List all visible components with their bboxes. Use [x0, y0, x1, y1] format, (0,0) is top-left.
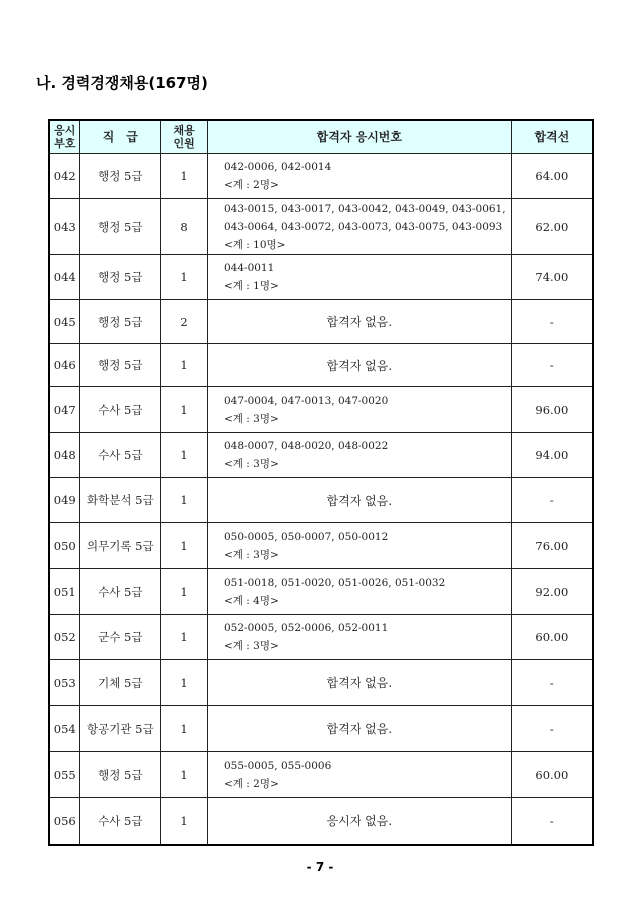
section-title: 나. 경력경쟁채용(167명) — [36, 74, 208, 92]
job-grade: 행정 5급 — [80, 255, 161, 300]
hire-count: 1 — [161, 255, 208, 300]
header-count: 채용 인원 — [161, 120, 208, 154]
cutoff-score: - — [511, 706, 593, 752]
cutoff-score: - — [511, 660, 593, 706]
passer-total: <계 : 3명> — [223, 458, 279, 470]
job-grade: 수사 5급 — [80, 569, 161, 615]
passer-numbers — [207, 569, 511, 615]
no-passers-note: 응시자 없음. — [207, 798, 511, 845]
passer-numbers — [207, 199, 511, 255]
hire-count: 1 — [161, 154, 208, 199]
hire-count: 1 — [161, 660, 208, 706]
passer-total: <계 : 10명> — [223, 238, 286, 251]
passer-total: <계 : 2명> — [223, 179, 279, 191]
passer-number-line: 052-0005, 052-0006, 052-0011 — [223, 622, 389, 634]
cutoff-score: 62.00 — [511, 199, 593, 255]
cutoff-score: - — [511, 344, 593, 387]
passer-number-line: 043-0064, 043-0072, 043-0073, 043-0075, 043-0093 — [223, 220, 503, 233]
exam-code: 056 — [49, 798, 80, 845]
job-grade: 행정 5급 — [80, 154, 161, 199]
job-grade: 군수 5급 — [80, 615, 161, 660]
table-row — [49, 199, 593, 255]
exam-code: 042 — [49, 154, 80, 199]
job-grade: 행정 5급 — [80, 300, 161, 344]
table-row — [49, 615, 593, 660]
header-numbers: 합격자 응시번호 — [207, 120, 511, 154]
passer-total: <계 : 4명> — [223, 594, 279, 607]
job-grade: 수사 5급 — [80, 433, 161, 478]
job-grade: 항공기관 5급 — [80, 706, 161, 752]
job-grade: 수사 5급 — [80, 387, 161, 433]
cutoff-score: 60.00 — [511, 752, 593, 798]
passer-numbers — [207, 523, 511, 569]
table-header — [49, 120, 593, 154]
table-row — [49, 344, 593, 387]
hire-count: 1 — [161, 706, 208, 752]
passer-numbers — [207, 752, 511, 798]
exam-code: 050 — [49, 523, 80, 569]
passer-number-line: 050-0005, 050-0007, 050-0012 — [223, 530, 389, 543]
passer-numbers — [207, 433, 511, 478]
no-passers-note: 합격자 없음. — [207, 706, 511, 752]
exam-code: 055 — [49, 752, 80, 798]
header-code: 응시 부호 — [49, 120, 80, 154]
exam-code: 045 — [49, 300, 80, 344]
passer-number-line: 043-0015, 043-0017, 043-0042, 043-0049, 043-0061, — [223, 202, 506, 215]
table-row — [49, 798, 593, 845]
exam-code: 051 — [49, 569, 80, 615]
exam-code: 043 — [49, 199, 80, 255]
passer-total: <계 : 2명> — [223, 777, 279, 790]
passer-number-line: 051-0018, 051-0020, 051-0026, 051-0032 — [223, 576, 446, 589]
table-row — [49, 523, 593, 569]
hire-count: 1 — [161, 798, 208, 845]
passer-number-line: 048-0007, 048-0020, 048-0022 — [223, 440, 389, 452]
passer-numbers — [207, 154, 511, 199]
job-grade: 행정 5급 — [80, 752, 161, 798]
no-passers-note: 합격자 없음. — [207, 344, 511, 387]
cutoff-score: 94.00 — [511, 433, 593, 478]
page-number: - 7 - — [306, 860, 334, 874]
table-row — [49, 387, 593, 433]
passer-total: <계 : 3명> — [223, 548, 279, 561]
hire-count: 1 — [161, 615, 208, 660]
exam-code: 047 — [49, 387, 80, 433]
exam-code: 046 — [49, 344, 80, 387]
passer-number-line: 044-0011 — [223, 262, 275, 274]
cutoff-score: - — [511, 798, 593, 845]
job-grade: 의무기록 5급 — [80, 523, 161, 569]
table-row — [49, 752, 593, 798]
exam-code: 048 — [49, 433, 80, 478]
exam-code: 049 — [49, 478, 80, 523]
hire-count: 1 — [161, 387, 208, 433]
results-table — [48, 119, 594, 846]
passer-total: <계 : 1명> — [223, 280, 279, 292]
hire-count: 1 — [161, 752, 208, 798]
header-grade: 직 급 — [80, 120, 161, 154]
no-passers-note: 합격자 없음. — [207, 300, 511, 344]
no-passers-note: 합격자 없음. — [207, 478, 511, 523]
table-row — [49, 660, 593, 706]
no-passers-note: 합격자 없음. — [207, 660, 511, 706]
table-row — [49, 154, 593, 199]
cutoff-score: 64.00 — [511, 154, 593, 199]
hire-count: 1 — [161, 344, 208, 387]
job-grade: 화학분석 5급 — [80, 478, 161, 523]
cutoff-score: 92.00 — [511, 569, 593, 615]
cutoff-score: 76.00 — [511, 523, 593, 569]
hire-count: 1 — [161, 569, 208, 615]
table-row — [49, 569, 593, 615]
job-grade: 행정 5급 — [80, 199, 161, 255]
hire-count: 1 — [161, 433, 208, 478]
table-row — [49, 478, 593, 523]
passer-numbers — [207, 387, 511, 433]
hire-count: 8 — [161, 199, 208, 255]
passer-numbers — [207, 255, 511, 300]
passer-total: <계 : 3명> — [223, 640, 279, 652]
hire-count: 1 — [161, 478, 208, 523]
job-grade: 수사 5급 — [80, 798, 161, 845]
exam-code: 053 — [49, 660, 80, 706]
passer-number-line: 055-0005, 055-0006 — [223, 759, 332, 772]
table-row — [49, 255, 593, 300]
exam-code: 052 — [49, 615, 80, 660]
hire-count: 2 — [161, 300, 208, 344]
exam-code: 044 — [49, 255, 80, 300]
cutoff-score: - — [511, 478, 593, 523]
cutoff-score: 96.00 — [511, 387, 593, 433]
passer-total: <계 : 3명> — [223, 412, 279, 425]
header-cutoff: 합격선 — [511, 120, 593, 154]
passer-number-line: 042-0006, 042-0014 — [223, 161, 332, 173]
hire-count: 1 — [161, 523, 208, 569]
table-row — [49, 706, 593, 752]
cutoff-score: 74.00 — [511, 255, 593, 300]
job-grade: 기체 5급 — [80, 660, 161, 706]
job-grade: 행정 5급 — [80, 344, 161, 387]
passer-numbers — [207, 615, 511, 660]
cutoff-score: - — [511, 300, 593, 344]
table-row — [49, 433, 593, 478]
exam-code: 054 — [49, 706, 80, 752]
cutoff-score: 60.00 — [511, 615, 593, 660]
table-row — [49, 300, 593, 344]
passer-number-line: 047-0004, 047-0013, 047-0020 — [223, 394, 389, 407]
